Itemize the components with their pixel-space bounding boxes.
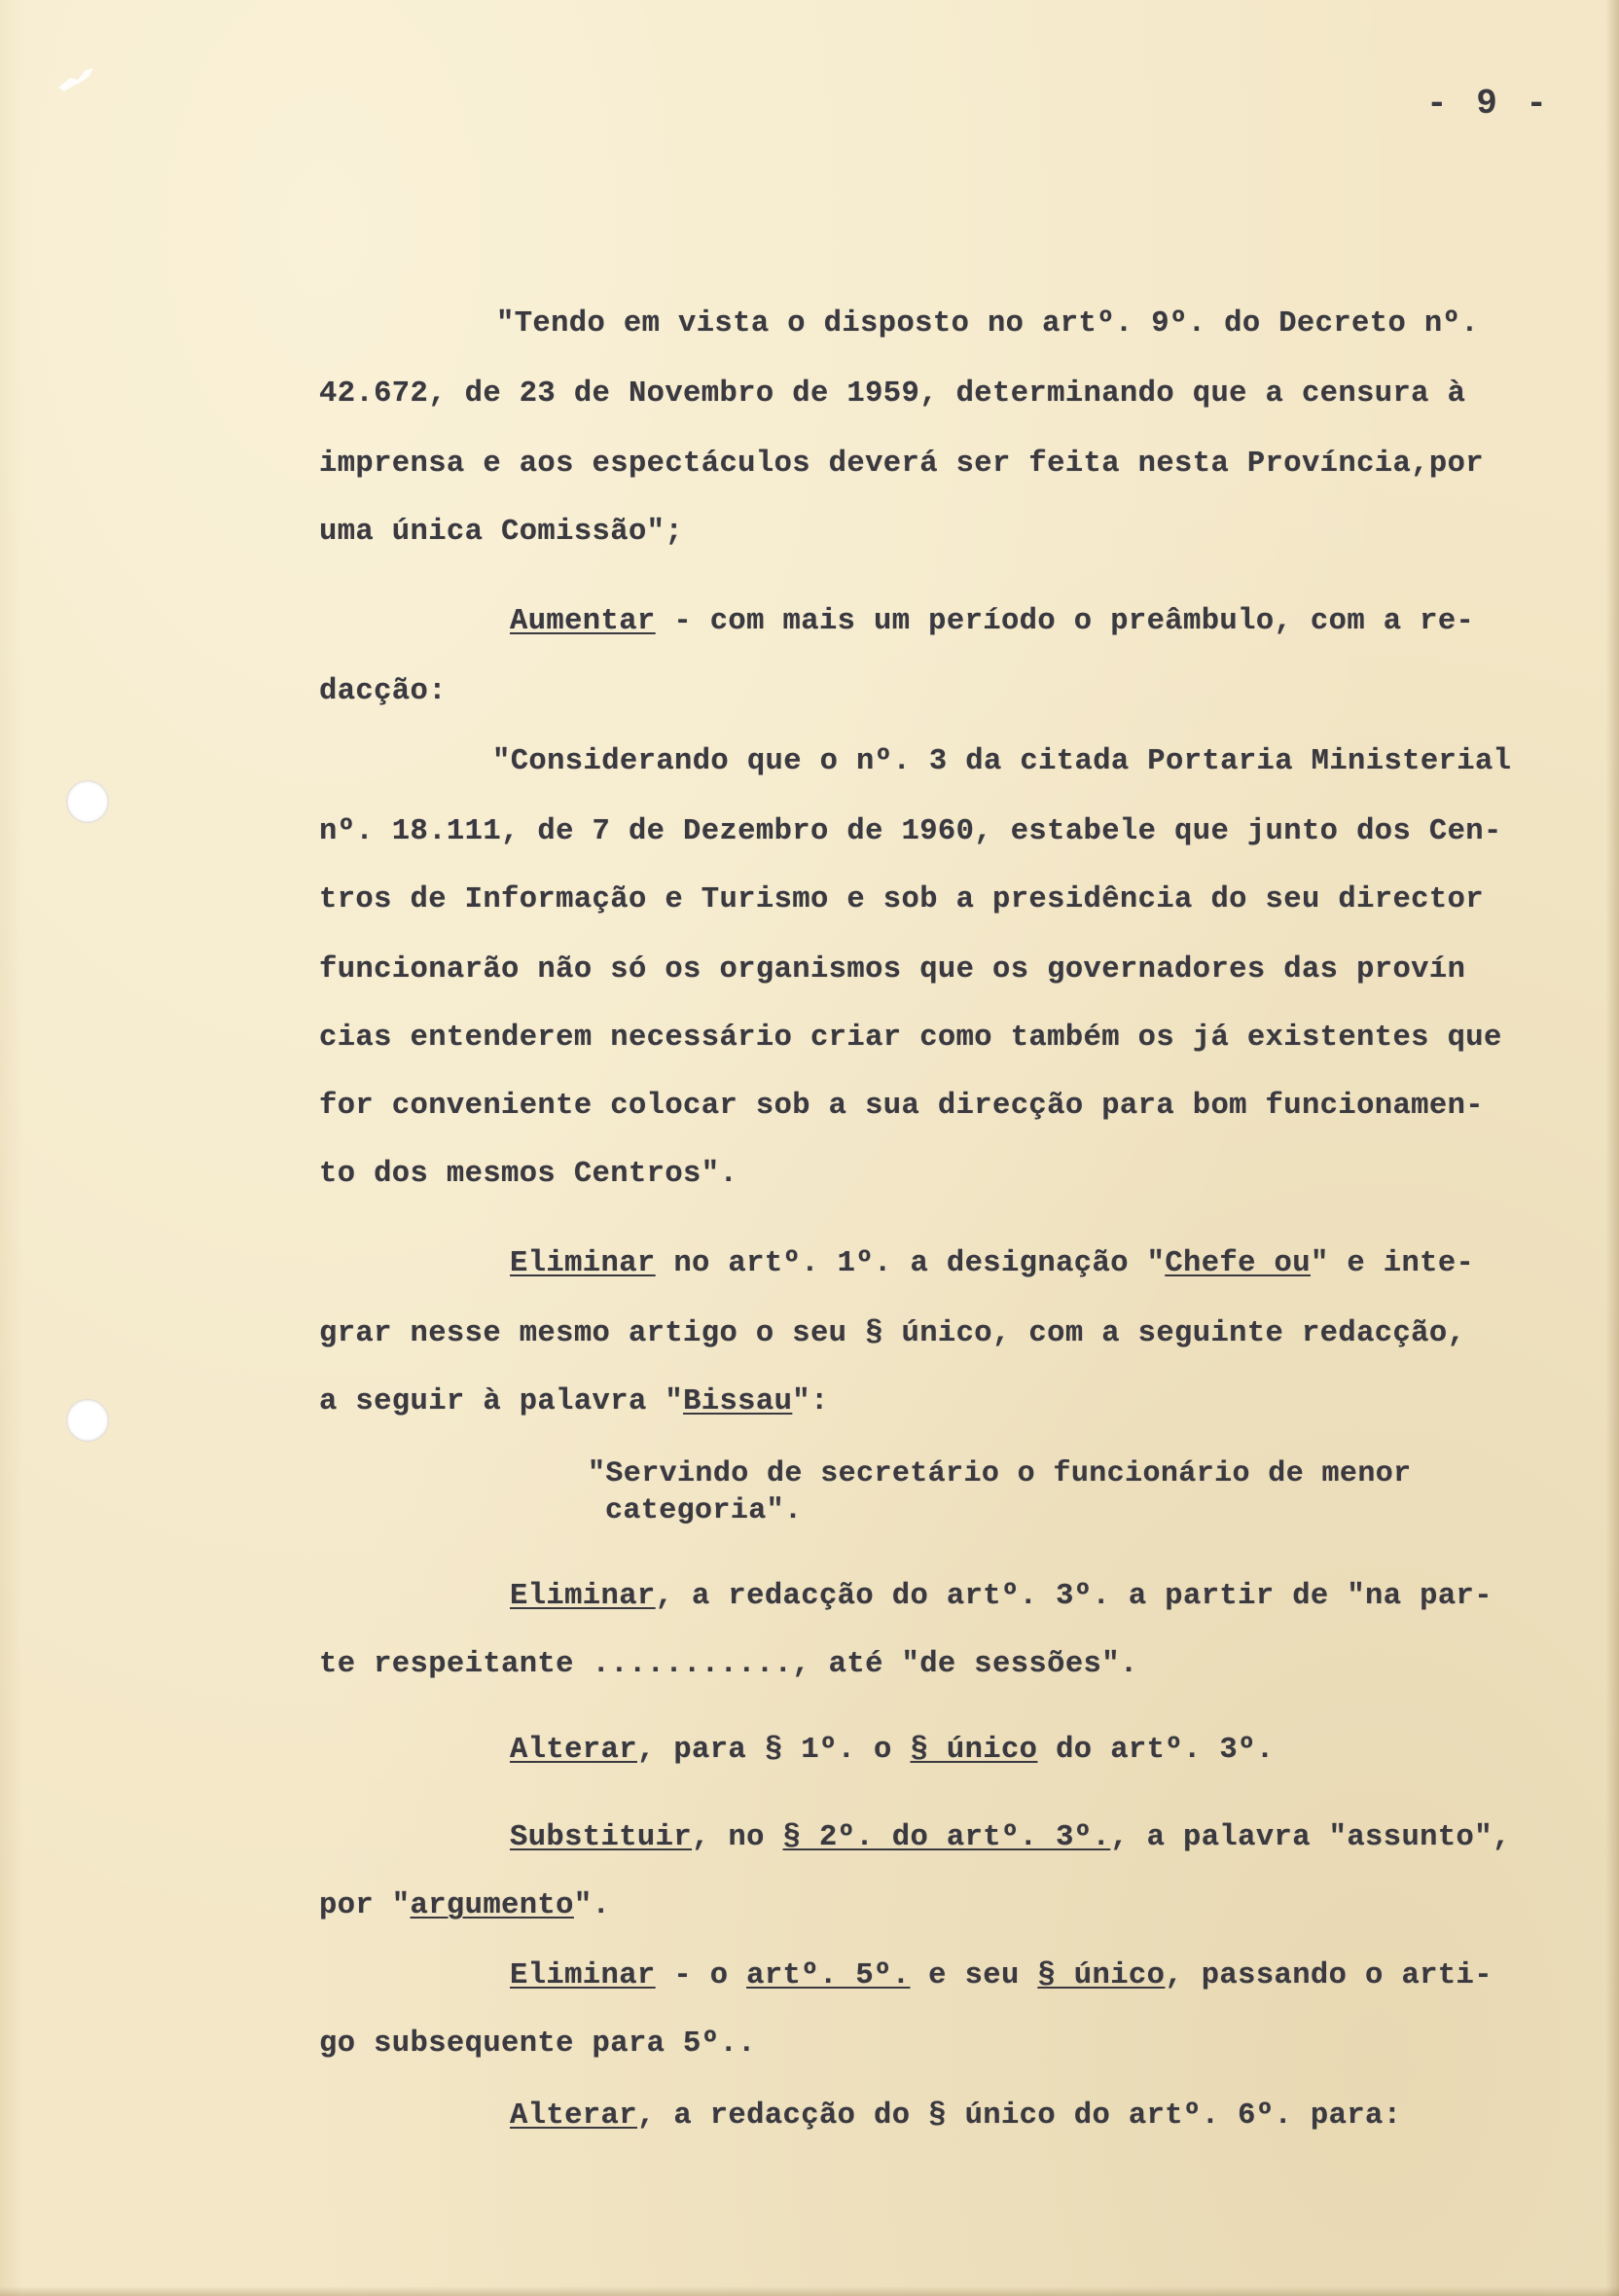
quote-line: categoria". xyxy=(605,1494,803,1527)
paper-tear-mark xyxy=(56,66,95,93)
quoted-place: Bissau xyxy=(683,1385,793,1418)
text-segment: , passando o arti- xyxy=(1165,1959,1493,1992)
action-verb: Alterar xyxy=(510,2099,637,2133)
text-segment: ". xyxy=(573,1889,611,1922)
text-line: for conveniente colocar sob a sua direcção para bom funcionamen- xyxy=(319,1090,1484,1123)
text-segment: , no xyxy=(692,1821,783,1854)
text-line: imprensa e aos espectáculos deverá ser feita nesta Província,por xyxy=(319,448,1484,481)
quoted-word: argumento xyxy=(410,1889,574,1922)
text-segment: , a redacção do § único do artº. 6º. para: xyxy=(636,2099,1402,2133)
text-line: grar nesse mesmo artigo o seu § único, com a seguinte redacção, xyxy=(319,1317,1466,1350)
text-segment: do artº. 3º. xyxy=(1037,1734,1275,1767)
article-reference: § único xyxy=(1037,1959,1166,1992)
text-segment: ": xyxy=(792,1385,829,1418)
text-line xyxy=(510,1580,1493,1613)
article-reference: § único xyxy=(910,1734,1038,1767)
text-line: "Tendo em vista o disposto no artº. 9º. do Decreto nº. xyxy=(496,307,1479,341)
text-line xyxy=(510,1247,1474,1280)
text-line: tros de Informação e Turismo e sob a presidência do seu director xyxy=(319,883,1484,916)
punch-hole-bottom xyxy=(66,1399,109,1442)
text-segment: " e inte- xyxy=(1310,1247,1475,1280)
text-line: cias entenderem necessário criar como também os já existentes que xyxy=(319,1022,1502,1055)
text-segment: e seu xyxy=(910,1959,1038,1992)
text-line: uma única Comissão"; xyxy=(319,516,684,549)
text-line xyxy=(510,1821,1511,1854)
text-line xyxy=(510,605,1474,638)
text-line: "Considerando que o nº. 3 da citada Portaria Ministerial xyxy=(492,745,1512,778)
text-segment: por " xyxy=(319,1889,411,1922)
action-verb: Alterar xyxy=(510,1734,637,1767)
quote-line: "Servindo de secretário o funcionário de menor xyxy=(588,1457,1412,1490)
text-line xyxy=(510,1959,1493,1992)
text-segment: , para § 1º. o xyxy=(636,1734,911,1767)
text-line: to dos mesmos Centros". xyxy=(319,1158,738,1191)
article-reference: § 2º. do artº. 3º. xyxy=(782,1821,1111,1854)
text-line xyxy=(319,1889,610,1922)
text-line: dacção: xyxy=(319,675,447,708)
action-verb: Substituir xyxy=(510,1821,693,1854)
text-line: te respeitante ..........., até "de sessões". xyxy=(319,1648,1138,1681)
text-line: 42.672, de 23 de Novembro de 1959, determinando que a censura à xyxy=(319,377,1466,411)
text-line: nº. 18.111, de 7 de Dezembro de 1960, estabele que junto dos Cen- xyxy=(319,815,1502,848)
action-verb: Eliminar xyxy=(510,1959,656,1992)
text-line xyxy=(319,1385,829,1418)
text-segment: no artº. 1º. a designação " xyxy=(655,1247,1166,1280)
text-line xyxy=(510,2099,1401,2133)
paper-edge-shadow-bottom xyxy=(0,2286,1619,2296)
text-segment: - o xyxy=(655,1959,747,1992)
punch-hole-top xyxy=(66,780,109,823)
action-verb: Aumentar xyxy=(510,605,656,638)
action-verb: Eliminar xyxy=(510,1580,656,1613)
page-number: - 9 - xyxy=(1426,84,1552,124)
text-segment: , a redacção do artº. 3º. a partir de "na par- xyxy=(655,1580,1493,1613)
text-line: go subsequente para 5º.. xyxy=(319,2027,756,2061)
text-line xyxy=(510,1734,1275,1767)
article-reference: artº. 5º. xyxy=(746,1959,911,1992)
action-verb: Eliminar xyxy=(510,1247,656,1280)
quoted-term: Chefe ou xyxy=(1165,1247,1311,1280)
text-segment: , a palavra "assunto", xyxy=(1110,1821,1511,1854)
text-segment: - com mais um período o preâmbulo, com a re- xyxy=(655,605,1475,638)
text-segment: a seguir à palavra " xyxy=(319,1385,684,1418)
paper-edge-shadow xyxy=(1605,0,1619,2296)
text-line: funcionarão não só os organismos que os governadores das provín xyxy=(319,953,1466,987)
